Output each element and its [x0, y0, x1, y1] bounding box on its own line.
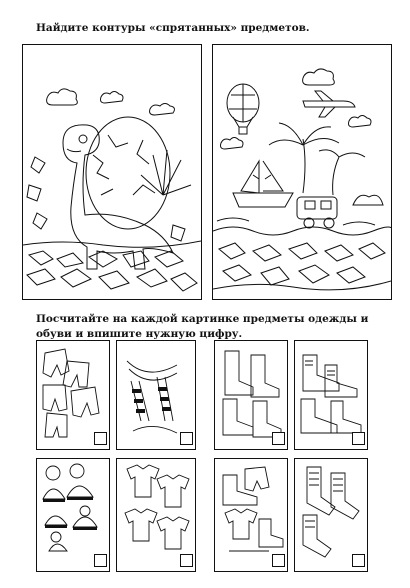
seaside-picture-panel	[212, 44, 392, 300]
dinosaur-picture-panel	[22, 44, 202, 300]
task1-instruction: Найдите контуры «спрятанных» предметов.	[36, 22, 310, 34]
answer-box-shirts[interactable]	[180, 554, 193, 567]
answer-box-scarves[interactable]	[180, 432, 193, 445]
seaside-scene-illustration	[213, 45, 391, 299]
answer-box-mixed[interactable]	[272, 554, 285, 567]
answer-box-socks[interactable]	[352, 554, 365, 567]
answer-box-sneakers[interactable]	[352, 432, 365, 445]
answer-box-shorts[interactable]	[94, 432, 107, 445]
clothing-panel-hats	[36, 458, 110, 572]
clothing-panel-shorts	[36, 340, 110, 450]
clothing-panel-scarves	[116, 340, 196, 450]
task2-instruction: Посчитайте на каждой картинке предметы одежды и обуви и впишите нужную цифру.	[36, 313, 369, 340]
clothing-panel-mixed	[214, 458, 288, 572]
clothing-panel-sneakers	[294, 340, 368, 450]
answer-box-boots[interactable]	[272, 432, 285, 445]
dinosaur-scene-illustration	[23, 45, 201, 299]
clothing-panel-socks	[294, 458, 368, 572]
clothing-panel-shirts	[116, 458, 196, 572]
clothing-panel-boots	[214, 340, 288, 450]
answer-box-hats[interactable]	[94, 554, 107, 567]
